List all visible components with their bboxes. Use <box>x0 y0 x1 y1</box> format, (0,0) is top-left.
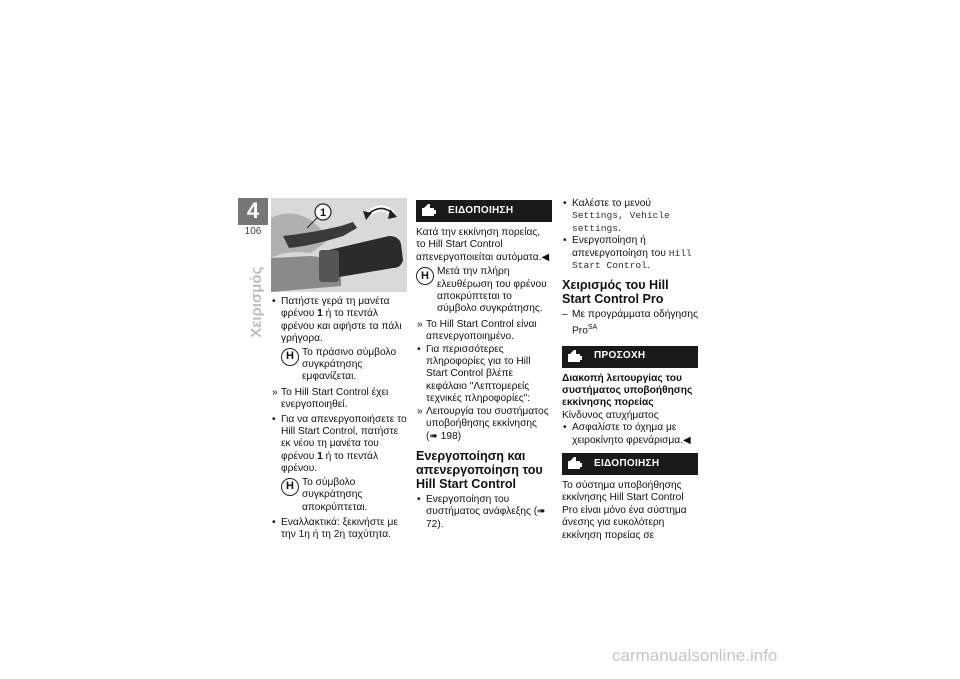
notice-text: Κατά την εκκίνηση πορείας, το Hill Start Control απενεργοποιείται αυτόματα.◀ <box>416 227 550 263</box>
chapter-title: Χειρισμός <box>247 266 265 338</box>
step-ignition: • Ενεργοποίηση του συστήματος ανάφλεξης (➠ 72). <box>416 494 552 531</box>
hold-symbol-icon: H <box>281 348 299 366</box>
section-heading-pro: Χειρισμός του Hill Start Control Pro <box>562 278 669 307</box>
notice-icon <box>418 200 440 222</box>
column-1 <box>271 198 407 542</box>
step-press-brake: • Πατήστε γερά τη μανέτα φρένου 1 ή το πεντάλ φρένου και αφήστε τα πάλι γρήγορα. <box>271 296 407 346</box>
condition-pro: – Με προγράμματα οδήγησης Pro$^{SA}$ <box>562 309 698 337</box>
step-toggle: • Ενεργοποίηση ή απενεργοποίηση του Hill Start Control. <box>562 235 698 272</box>
symbol-note-3: H Μετά την πλήρη ελευθέρωση του φρένου αποκρύπτεται το σύμβολο συγκράτησης. <box>416 266 552 316</box>
callout-1: 1 <box>319 207 327 219</box>
column-2 <box>416 198 552 531</box>
result-activated: » Το Hill Start Control έχει ενεργοποιηθεί. <box>271 387 407 412</box>
column-3 <box>562 198 698 542</box>
result-deactivated: » Το Hill Start Control είναι απενεργοποιημένο. <box>416 319 552 344</box>
step-secure-vehicle: • Ασφαλίστε το όχημα με χειροκίνητο φρενάρισμα.◀ <box>562 422 698 447</box>
section-heading-activation: Ενεργοποίηση και απενεργοποίηση του Hill Start Control <box>416 448 543 491</box>
watermark: carmanualsonline.info <box>612 646 778 665</box>
symbol-note-2: H Το σύμβολο συγκράτησης αποκρύπτεται. <box>281 477 407 514</box>
page-number: 106 <box>238 224 268 239</box>
notice-box-2: ΕΙΔΟΠΟΙΗΣΗ <box>562 453 698 475</box>
hold-symbol-icon: H <box>281 478 299 496</box>
step-alternative: • Εναλλακτικά: ξεκινήστε με την 1η ή τη 2η ταχύτητα. <box>271 517 407 542</box>
handlebar-illustration <box>271 198 407 292</box>
caution-subtitle: Κίνδυνος ατυχήματος <box>562 409 659 421</box>
notice-text-2: Το σύστημα υποβοήθησης εκκίνησης Hill Start Control Pro είναι μόνο ένα σύστημα άνεσης για ευκολότερη εκκίνηση πορείας σε <box>562 480 687 541</box>
caution-icon <box>564 346 586 368</box>
more-info: • Για περισσότερες πληροφορίες για το Hill Start Control βλέπε κεφάλαιο "Λεπτομερείς τεχνικές πληροφορίες": <box>416 344 552 406</box>
step-deactivate: • Για να απενεργοποιήσετε το Hill Start Control, πατήστε εκ νέου τη μανέτα του φρένου 1 ή το πεντάλ φρένου. <box>271 414 407 476</box>
reference-link: » Λειτουργία του συστήματος υποβοήθησης εκκίνησης (➠ 198) <box>416 406 552 443</box>
hold-symbol-icon: H <box>416 267 434 285</box>
caution-title: Διακοπή λειτουργίας του συστήματος υποβοήθησης εκκίνησης πορείας <box>562 372 693 409</box>
brake-lever-image <box>271 198 407 292</box>
notice-box: ΕΙΔΟΠΟΙΗΣΗ <box>416 200 552 222</box>
notice-icon <box>564 453 586 475</box>
step-call-menu: • Καλέστε το μενού Settings, Vehicle settings. <box>562 198 698 235</box>
symbol-note-1: H Το πράσινο σύμβολο συγκράτησης εμφανίζεται. <box>281 347 407 384</box>
chapter-number: 4 <box>238 198 268 224</box>
caution-box: ΠΡΟΣΟΧΗ <box>562 346 698 368</box>
